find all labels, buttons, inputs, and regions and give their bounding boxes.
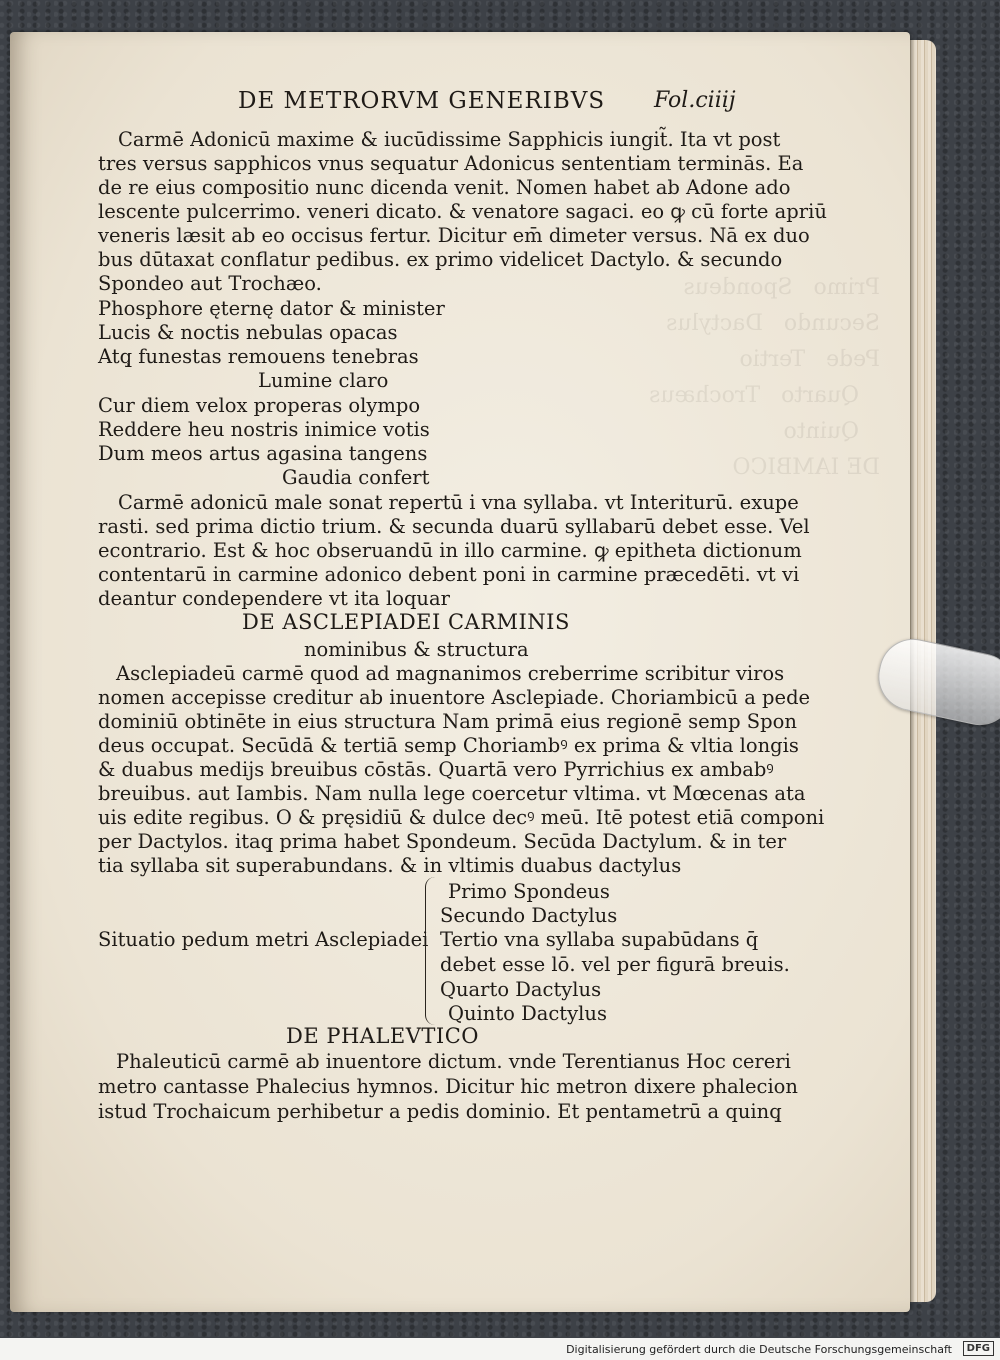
- body-line: Phaleuticū carmē ab inuentore dictum. vnde Terentianus Hoc cereri: [116, 1050, 791, 1073]
- dfg-logo: DFG: [963, 1341, 994, 1356]
- situatio-label: Situatio pedum metri Asclepiadei: [98, 928, 429, 951]
- body-line: contentarū in carmine adonico debent poni in carmine præcedēti. vt vi: [98, 563, 800, 586]
- footer-bar: [0, 1338, 1000, 1360]
- section-heading: DE PHALEVTICO: [286, 1024, 479, 1048]
- poem-line: Lucis & noctis nebulas opacas: [98, 321, 398, 344]
- poem-line: Phosphore ęternę dator & minister: [98, 297, 445, 320]
- foot-line: Quinto Dactylus: [448, 1002, 607, 1025]
- foot-line: Primo Spondeus: [448, 880, 610, 903]
- body-line: lescente pulcerrimo. veneri dicato. & venatore sagaci. eo ꝙ cū forte apriū: [98, 200, 827, 223]
- body-line: deus occupat. Secūdā & tertiā semp Choriambꝰ ex prima & vltia longis: [98, 734, 799, 757]
- body-line: Carmē adonicū male sonat repertū i vna syllaba. vt Interiturū. exupe: [118, 491, 799, 514]
- body-line: de re eius compositio nunc dicenda venit. Nomen habet ab Adone ado: [98, 176, 791, 199]
- poem-line: Lumine claro: [258, 369, 389, 392]
- body-line: tia syllaba sit superabundans. & in vltimis duabus dactylus: [98, 854, 682, 877]
- body-line: bus dūtaxat conflatur pedibus. ex primo videlicet Dactylo. & secundo: [98, 248, 783, 271]
- body-line: metro cantasse Phalecius hymnos. Dicitur hic metron dixere phalecion: [98, 1075, 798, 1098]
- body-line: Carmē Adonicū maxime & iucūdissime Sapphicis iungit̃. Ita vt post: [118, 128, 781, 151]
- foot-line: Secundo Dactylus: [440, 904, 618, 927]
- body-line: nomen accepisse creditur ab inuentore Asclepiade. Choriambicū a pede: [98, 686, 811, 709]
- body-line: deantur condependere vt ita loquar: [98, 587, 450, 610]
- body-line: per Dactylos. itaq̧ prima habet Spondeum. Secūda Dactylum. & in ter: [98, 830, 787, 853]
- poem-line: Dum meos artus agasina tangens: [98, 442, 428, 465]
- folio-number: Fol.ciiij: [654, 88, 736, 113]
- body-line: Spondeo aut Trochæo.: [98, 272, 322, 295]
- body-line: rasti. sed prima dictio trium. & secunda duarū syllabarū debet esse. Vel: [98, 515, 810, 538]
- foot-line: Tertio vna syllaba supabūdans q̄: [440, 928, 759, 951]
- poem-line: Atq̧ funestas remouens tenebras: [98, 345, 419, 368]
- body-line: & duabus medijs breuibus cōstās. Quartā vero Pyrrichius ex ambabꝰ: [98, 758, 774, 781]
- body-line: tres versus sapphicos vnus sequatur Adonicus sententiam terminās. Ea: [98, 152, 804, 175]
- poem-line: Reddere heu nostris inimice votis: [98, 418, 430, 441]
- funding-credit: Digitalisierung gefördert durch die Deutsche Forschungsgemeinschaft: [566, 1343, 952, 1356]
- body-line: dominiū obtinēte in eius structura Nam primā eius regionē semp Spon: [98, 710, 797, 733]
- running-header: DE METRORVM GENERIBVS: [238, 88, 606, 114]
- body-line: econtrario. Est & hoc obseruandū in illo carmine. ꝙ epitheta dictionum: [98, 539, 802, 562]
- foot-line: Quarto Dactylus: [440, 978, 602, 1001]
- poem-line: Gaudia confert: [282, 466, 430, 489]
- body-line: istud Trochaicum perhibetur a pedis dominio. Et pentametrū a quinq̧: [98, 1100, 782, 1123]
- body-line: uis edite regibus. O & pręsidiū & dulce decꝰ meū. Itē potest etiā componi: [98, 806, 825, 829]
- poem-line: Cur diem velox properas olympo: [98, 394, 421, 417]
- section-heading: DE ASCLEPIADEI CARMINIS: [242, 610, 570, 634]
- body-line: veneris læsit ab eo occisus fertur. Dicitur em̄ dimeter versus. Nā ex duo: [98, 224, 810, 247]
- section-subheading: nominibus & structura: [304, 638, 529, 661]
- foot-line: debet esse lō. vel per figurā breuis.: [440, 953, 790, 976]
- body-line: Asclepiadeū carmē quod ad magnanimos creberrime scribitur viros: [116, 662, 785, 685]
- body-line: breuibus. aut Iambis. Nam nulla lege coercetur vltima. vt Mœcenas ata: [98, 782, 806, 805]
